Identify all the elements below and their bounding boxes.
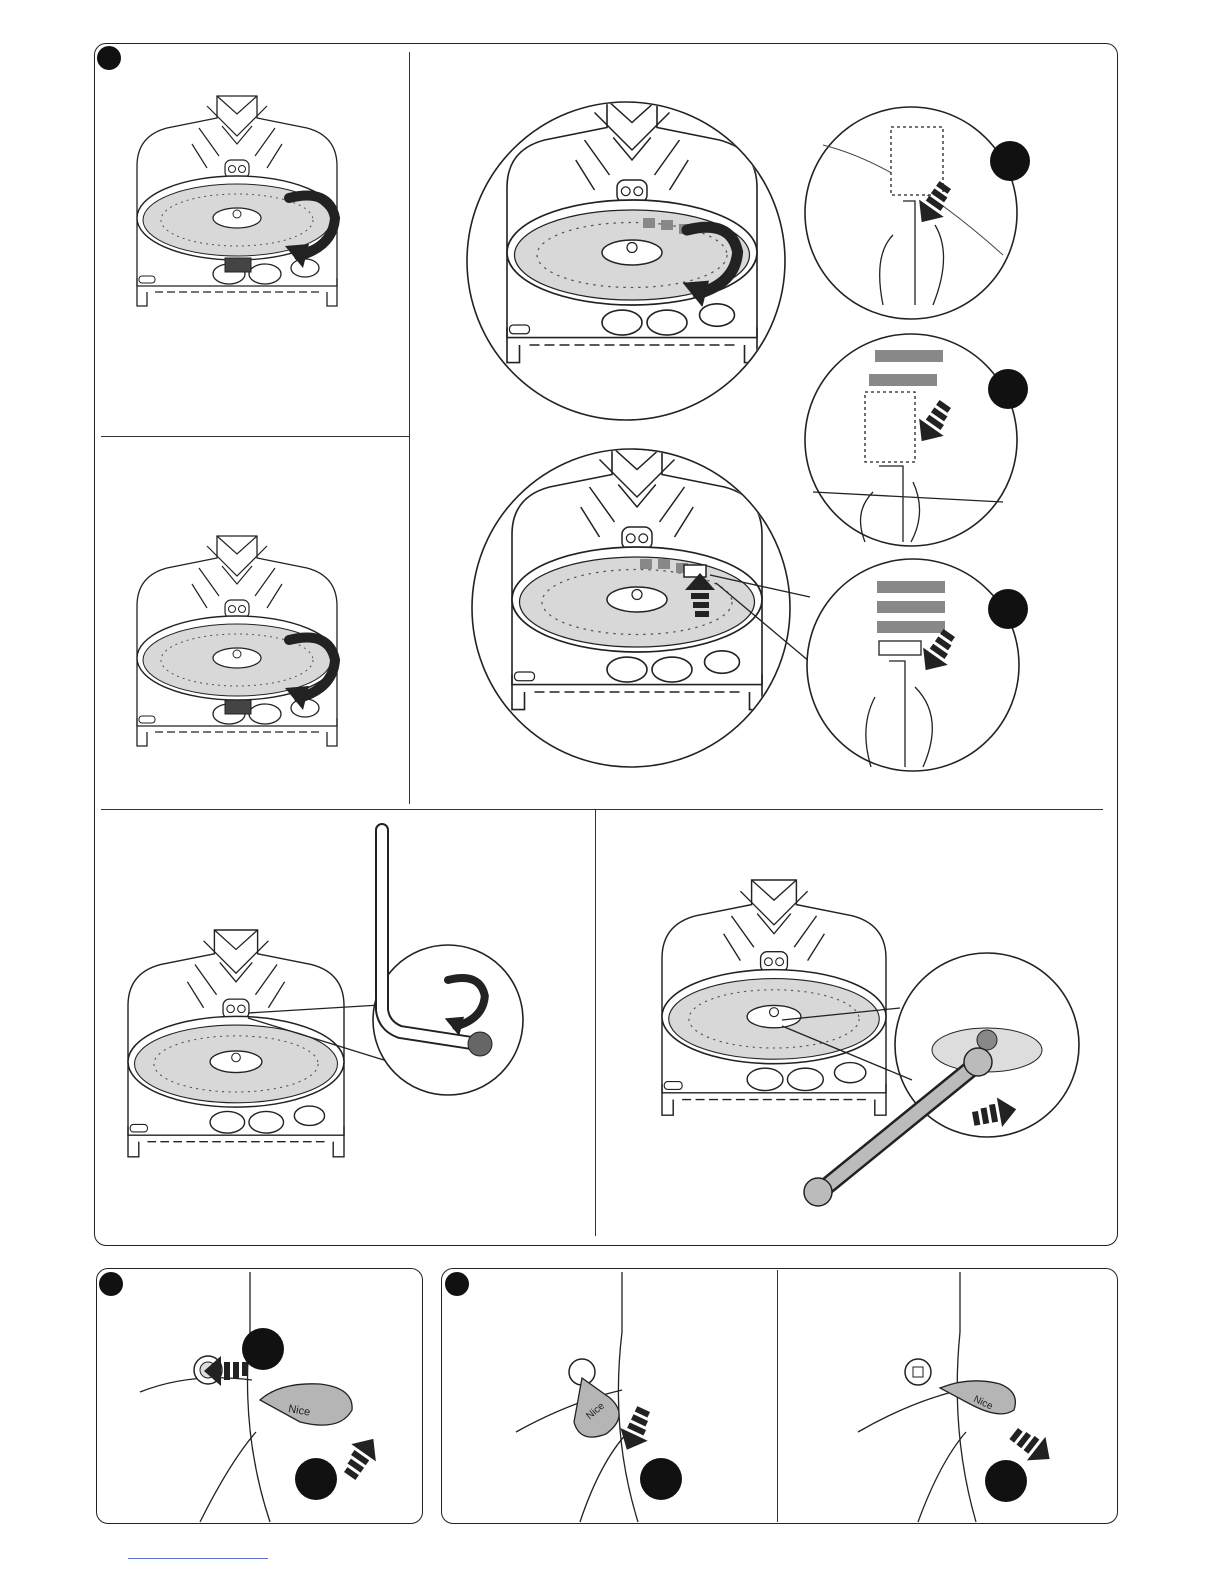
detail-circle-step-1 [803, 105, 1023, 323]
motor-detail-circle-bottom [470, 447, 792, 769]
footer-link-underline[interactable] [128, 1558, 268, 1559]
figure-marker-release [99, 1272, 123, 1296]
figure-marker-main [97, 46, 121, 70]
figure-marker-lock [445, 1272, 469, 1296]
detail-circle-step-2 [803, 332, 1023, 550]
lock-step-remove-illustration [850, 1272, 1110, 1522]
key-brand-text-3: Nice [971, 1393, 995, 1413]
motor-detail-circle-top [465, 100, 787, 422]
divider-horizontal-middle [101, 809, 1103, 810]
step-marker-release-2 [295, 1458, 337, 1500]
key-brand-text-2: Nice [584, 1400, 607, 1422]
step-marker-lock-1 [640, 1458, 682, 1500]
divider-vertical-bottom [595, 810, 596, 1236]
detail-circle-step-3 [805, 557, 1025, 775]
step-marker-release-1 [242, 1328, 284, 1370]
key-brand-text-1: Nice [287, 1403, 312, 1419]
motor-rotate-illustration-1 [137, 96, 347, 331]
motor-rotate-illustration-2 [137, 536, 347, 771]
release-key-illustration [130, 1272, 420, 1522]
motor-hex-key-illustration [128, 830, 548, 1180]
divider-horizontal-left [101, 436, 409, 437]
step-marker-1 [990, 141, 1030, 181]
step-marker-2 [988, 369, 1028, 409]
divider-lock-panel [777, 1270, 778, 1522]
step-marker-lock-2 [985, 1460, 1027, 1502]
step-marker-3 [988, 589, 1028, 629]
divider-vertical-left [409, 52, 410, 804]
motor-wrench-illustration [662, 880, 1092, 1210]
striped-arrow-icon [336, 1430, 386, 1483]
